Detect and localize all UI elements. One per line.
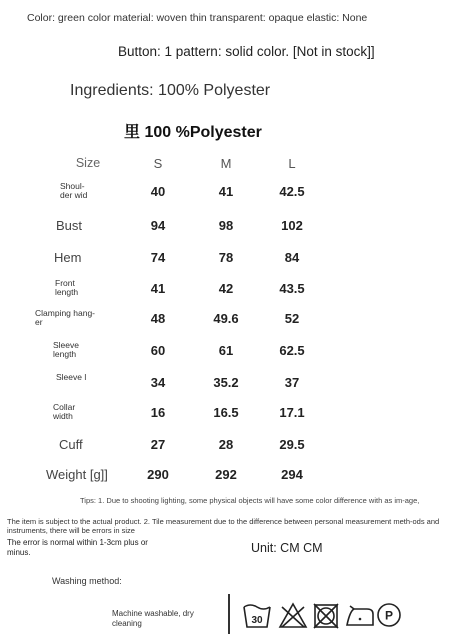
- care-divider: [228, 594, 230, 634]
- size-row-label: Clamping hang- er: [35, 308, 96, 327]
- size-cell: 61: [218, 343, 234, 358]
- size-cell: 43.5: [279, 281, 305, 296]
- size-header-l: L: [288, 156, 296, 171]
- ingredients-line: Ingredients: 100% Polyester: [70, 82, 271, 99]
- size-cell: 42: [218, 281, 234, 296]
- size-cell: 16.5: [213, 405, 239, 420]
- size-row-label: Weight [g]]: [46, 467, 108, 482]
- size-cell: 84: [284, 250, 300, 265]
- size-row-label: Bust: [56, 218, 83, 233]
- size-cell: 16: [150, 405, 166, 420]
- size-header-m: M: [220, 156, 232, 171]
- no-tumble-dry-icon: [314, 604, 338, 628]
- size-cell: 17.1: [279, 405, 305, 420]
- iron-icon: [347, 606, 373, 625]
- wash-temp-text: 30: [251, 615, 263, 626]
- size-cell: 42.5: [279, 184, 305, 199]
- size-cell: 29.5: [279, 437, 305, 452]
- size-cell: 41: [150, 281, 166, 296]
- machine-washable-label: Machine washable, dry cleaning: [112, 609, 194, 628]
- size-cell: 48: [150, 311, 166, 326]
- size-cell: 292: [215, 467, 237, 482]
- tips-note: Tips: 1. Due to shooting lighting, some physical objects will have some color difference with as im-age,: [80, 496, 420, 505]
- size-cell: 74: [150, 250, 166, 265]
- button-pattern-line: Button: 1 pattern: solid color. [Not in stock]]: [118, 44, 375, 59]
- size-cell: 40: [150, 184, 166, 199]
- wash-30-icon: [244, 605, 270, 627]
- size-header-s: S: [153, 156, 163, 171]
- size-row-label: Front length: [55, 278, 79, 297]
- size-cell: 102: [281, 218, 303, 233]
- size-row-label: Sleeve l: [56, 372, 87, 382]
- size-cell: 28: [218, 437, 234, 452]
- washing-method-label: Washing method:: [52, 576, 122, 586]
- notice-note: The item is subject to the actual product. 2. Tile measurement due to the difference between personal measurement meth-ods and instruments, there will be errors in size: [7, 517, 440, 535]
- size-cell: 94: [150, 218, 166, 233]
- error-range-note: The error is normal within 1-3cm plus or minus.: [7, 538, 148, 557]
- size-cell: 290: [147, 467, 169, 482]
- size-cell: 294: [281, 467, 303, 482]
- care-icons: [242, 601, 402, 631]
- size-cell: 98: [218, 218, 234, 233]
- size-row-label: Collar width: [53, 402, 76, 421]
- size-cell: 49.6: [213, 311, 239, 326]
- size-row-label: Shoul- der wid: [60, 181, 88, 200]
- size-cell: 34: [150, 375, 166, 390]
- size-cell: 41: [218, 184, 234, 199]
- size-row-label: Cuff: [59, 437, 83, 452]
- dry-clean-p-icon: [378, 604, 400, 626]
- size-cell: 60: [150, 343, 166, 358]
- lining-line: 里 100 %Polyester: [124, 124, 262, 141]
- size-header-label: Size: [75, 156, 101, 170]
- no-bleach-icon: [280, 604, 306, 627]
- size-cell: 27: [150, 437, 166, 452]
- size-row-label: Sleeve length: [53, 340, 79, 359]
- dry-clean-letter: P: [384, 608, 394, 623]
- size-cell: 62.5: [279, 343, 305, 358]
- unit-label: Unit: CM CM: [251, 541, 323, 555]
- size-cell: 35.2: [213, 375, 239, 390]
- material-line: Color: green color material: woven thin transparent: opaque elastic: None: [27, 12, 368, 24]
- size-cell: 52: [284, 311, 300, 326]
- size-cell: 37: [284, 375, 300, 390]
- size-row-label: Hem: [54, 250, 82, 265]
- size-cell: 78: [218, 250, 234, 265]
